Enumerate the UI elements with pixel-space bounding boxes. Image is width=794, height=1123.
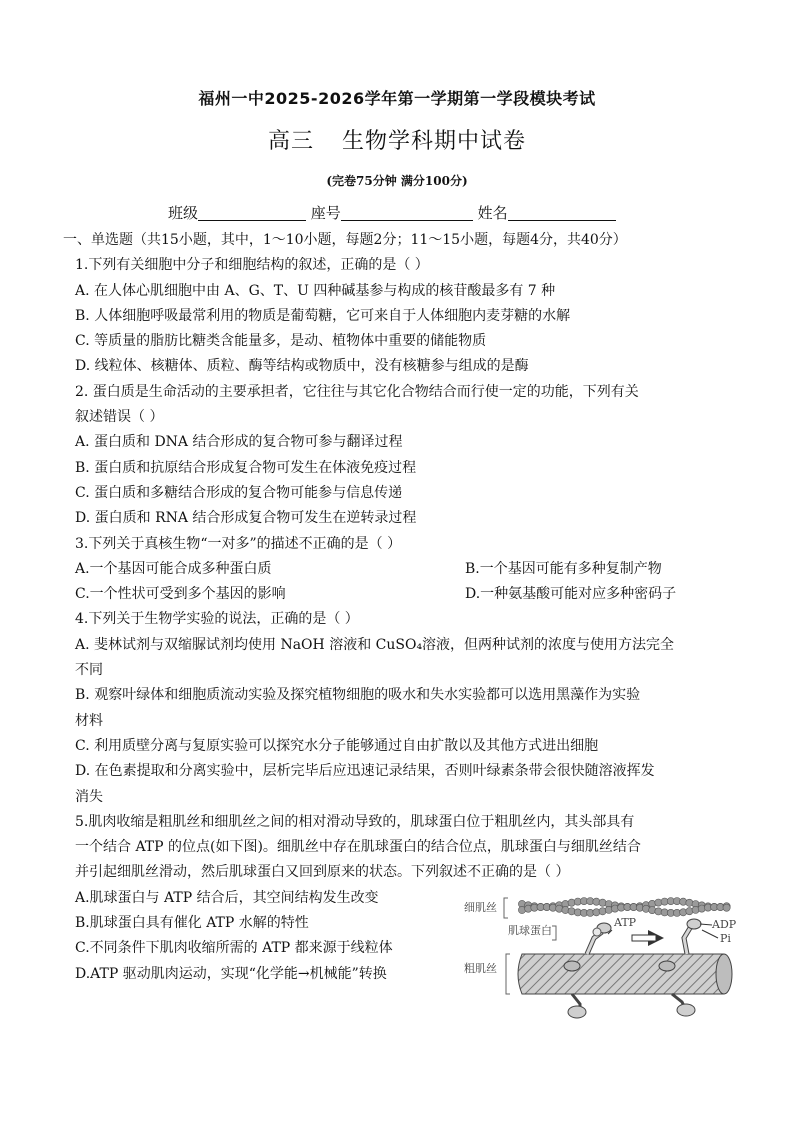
atp-label: ATP	[614, 916, 637, 929]
exam-meta: (完卷75分钟 满分100分)	[326, 174, 468, 188]
class-label: 班级	[168, 204, 199, 222]
question-3-option-a: A.一个基因可能合成多种蛋白质	[75, 560, 272, 577]
question-5-option-a: A.肌球蛋白与 ATP 结合后，其空间结构发生改变	[75, 889, 379, 906]
seat-blank[interactable]	[341, 204, 473, 221]
question-2-option-d: D. 蛋白质和 RNA 结合形成复合物可发生在逆转录过程	[75, 510, 417, 527]
question-3-option-b: B.一个基因可能有多种复制产物	[465, 560, 662, 577]
question-5-stem: 一个结合 ATP 的位点(如下图)。细肌丝中存在肌球蛋白的结合位点，肌球蛋白与细肌丝结合	[75, 839, 641, 856]
question-3-option-row	[75, 582, 725, 607]
section-heading: 一、单选题（共15小题，其中，1～10小题，每题2分；11～15小题，每题4分，共40分）	[63, 232, 627, 248]
muscle-figure	[462, 888, 742, 1020]
thick-filament-label: 粗肌丝	[464, 962, 497, 975]
actin-bead	[723, 904, 730, 911]
question-area	[63, 228, 725, 987]
question-3-option-row	[75, 557, 725, 582]
class-blank[interactable]	[198, 204, 306, 221]
question-3-stem: 3.下列关于真核生物“一对多”的描述不正确的是（ ）	[75, 535, 402, 552]
myosin-label: 肌球蛋白	[508, 924, 552, 937]
question-5-option-b: B.肌球蛋白具有催化 ATP 水解的特性	[75, 915, 309, 932]
question-5-stem: 并引起细肌丝滑动，然后肌球蛋白又回到原来的状态。下列叙述不正确的是（ ）	[75, 864, 570, 881]
question-5-stem: 5.肌肉收缩是粗肌丝和细肌丝之间的相对滑动导致的，肌球蛋白位于粗肌丝内，其头部具有	[75, 813, 635, 830]
question-4-option-d: 消失	[75, 788, 103, 805]
question-2-option-c: C. 蛋白质和多糖结合形成的复合物可能参与信息传递	[75, 484, 403, 501]
name-blank[interactable]	[508, 204, 616, 221]
question-4-option-a: 不同	[75, 662, 103, 679]
question-4-option-b: 材料	[75, 712, 103, 729]
question-5-option-c: C.不同条件下肌肉收缩所需的 ATP 都来源于线粒体	[75, 940, 393, 957]
question-3-option-c: C.一个性状可受到多个基因的影响	[75, 586, 286, 603]
thin-filament	[518, 898, 730, 917]
question-2-stem: 2. 蛋白质是生命活动的主要承担者，它往往与其它化合物结合而行使一定的功能，下列有关	[75, 383, 639, 400]
question-5-option-d: D.ATP 驱动肌肉运动，实现“化学能→机械能”转换	[75, 965, 387, 982]
thin-filament-label: 细肌丝	[464, 901, 497, 914]
pi-label: Pi	[720, 932, 731, 945]
exam-title-subject: 生物学科期中试卷	[342, 129, 527, 154]
question-4-option-a: A. 斐林试剂与双缩脲试剂均使用 NaOH 溶液和 CuSO₄溶液，但两种试剂的浓度与使用方法完全	[75, 636, 675, 653]
seat-label: 座号	[310, 204, 341, 222]
name-label: 姓名	[477, 204, 508, 222]
question-4-option-c: C. 利用质壁分离与复原实验可以探究水分子能够通过自由扩散以及其他方式进出细胞	[75, 737, 599, 754]
exam-title-grade: 高三	[267, 129, 314, 154]
question-2-option-a: A. 蛋白质和 DNA 结合形成的复合物可参与翻译过程	[75, 434, 403, 451]
question-1-option-d: D. 线粒体、核糖体、质粒、酶等结构或物质中，没有核糖参与组成的是酶	[75, 358, 529, 375]
question-2-stem: 叙述错误（ ）	[75, 409, 164, 426]
question-1-option-c: C. 等质量的脂肪比糖类含能量多，是动、植物体中重要的储能物质	[75, 333, 487, 350]
question-3-option-d: D.一种氨基酸可能对应多种密码子	[465, 586, 677, 603]
exam-title	[0, 124, 794, 155]
muscle-diagram	[462, 888, 742, 1020]
question-2-option-b: B. 蛋白质和抗原结合形成复合物可发生在体液免疫过程	[75, 459, 417, 476]
question-1-stem: 1.下列有关细胞中分子和细胞结构的叙述，正确的是（ ）	[75, 257, 429, 274]
student-info-line	[168, 202, 616, 223]
question-1-option-a: A. 在人体心肌细胞中由 A、G、T、U 四种碱基参与构成的核苷酸最多有 7 种	[75, 282, 556, 299]
thick-filament	[518, 954, 732, 994]
adp-label: ADP	[712, 918, 737, 931]
question-4-stem: 4.下列关于生物学实验的说法，正确的是（ ）	[75, 611, 359, 628]
question-1-option-b: B. 人体细胞呼吸最常利用的物质是葡萄糖，它可来自于人体细胞内麦芽糖的水解	[75, 307, 571, 324]
school-title: 福州一中2025-2026学年第一学期第一学段模块考试	[198, 89, 596, 108]
question-4-option-d: D. 在色素提取和分离实验中，层析完毕后应迅速记录结果，否则叶绿素条带会很快随溶液挥发	[75, 763, 655, 780]
question-4-option-b: B. 观察叶绿体和细胞质流动实验及探究植物细胞的吸水和失水实验都可以选用黑藻作为实验	[75, 687, 641, 704]
